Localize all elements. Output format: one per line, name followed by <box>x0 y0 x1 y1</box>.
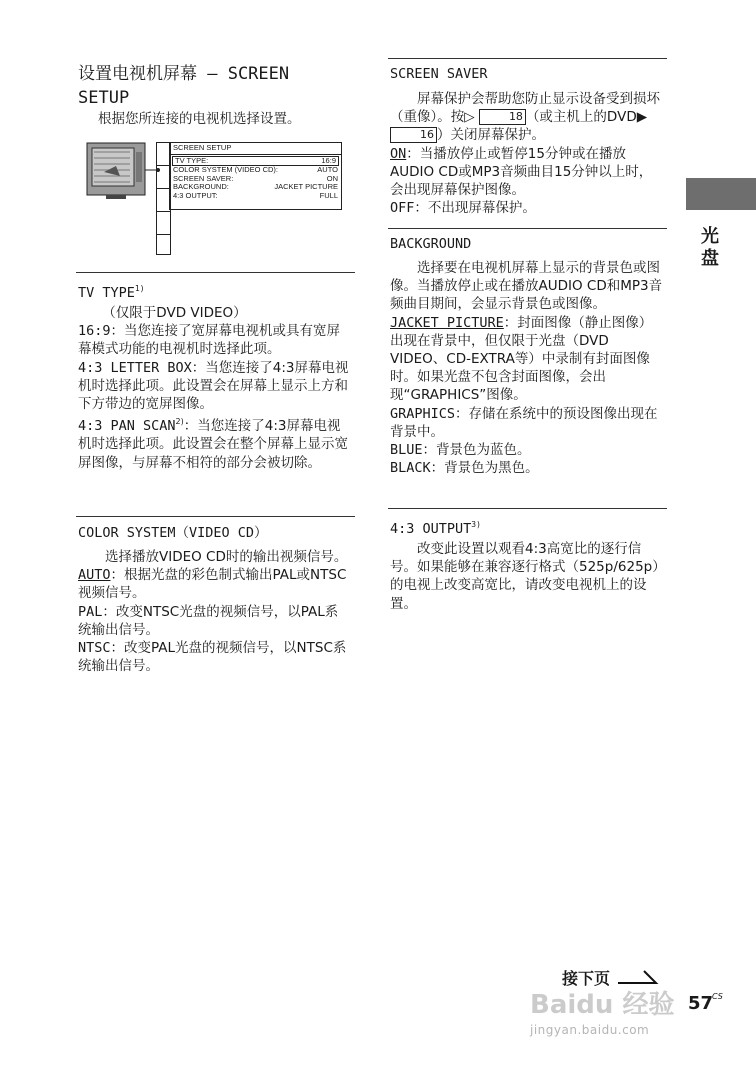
side-tab-label: 光盘 <box>701 226 719 269</box>
menu-row-label: BACKGROUND: <box>173 182 229 192</box>
page-number: 57 <box>688 993 714 1014</box>
remote-key-badge: 18 <box>479 109 526 125</box>
section-divider <box>76 272 355 273</box>
play-pause-icon: ▶ <box>636 109 648 126</box>
watermark-url: jingyan.baidu.com <box>530 1023 650 1037</box>
background-heading: BACKGROUND <box>390 236 472 252</box>
screen-saver-heading: SCREEN SAVER <box>390 66 488 82</box>
section-divider <box>76 516 355 517</box>
menu-row-value: ON <box>326 173 338 183</box>
footnote-marker: 1) <box>134 284 145 293</box>
section-divider <box>388 508 667 509</box>
option-item: ON：当播放停止或暂停15分钟或在播放AUDIO CD或MP3音频曲目15分钟以上时，会出现屏幕保护图像。 <box>390 145 653 199</box>
option-item: PAL：改变NTSC光盘的视频信号，以PAL系统输出信号。 <box>78 603 339 638</box>
play-arrow-outline-icon: ▷ <box>464 109 475 126</box>
menu-row-label: TV TYPE: <box>175 155 209 165</box>
menu-row-value: FULL <box>319 190 338 200</box>
tv-illustration-icon <box>86 142 146 200</box>
section-description: 选择播放VIDEO CD时的输出视频信号。 <box>105 549 348 565</box>
option-item: 4:3 LETTER BOX：当您连接了4:3屏幕电视机时选择此项。此设置会在屏幕上显示上方和下方带边的宽屏图像。 <box>78 359 349 413</box>
option-item: 4:3 PAN SCAN$^{2)}$：当您连接了4:3屏幕电视机时选择此项。此设置会在整个屏幕上显示宽屏图像，与屏幕不相符的部分会被切除。 <box>78 417 348 471</box>
section-divider <box>388 228 667 229</box>
page-title-line1: 设置电视机屏幕 — SCREEN <box>78 64 290 84</box>
option-item: OFF：不出现屏幕保护。 <box>390 200 536 217</box>
unit-key-badge: 16 <box>390 127 437 143</box>
section-description: 改变此设置以观看4:3高宽比的逐行信号。如果能够在兼容逐行格式（525p/625p）的电视上改变高宽比，请改变电视机上的设置。 <box>390 541 659 612</box>
section-description: 选择要在电视机屏幕上显示的背景色或图像。当播放停止或在播放AUDIO CD和MP3音频曲目期间，会显示背景色或图像。 <box>390 260 663 313</box>
option-item: GRAPHICS：存储在系统中的预设图像出现在背景中。 <box>390 405 658 440</box>
option-item: BLUE：背景色为蓝色。 <box>390 442 531 459</box>
intro-text: 根据您所连接的电视机选择设置。 <box>98 111 301 127</box>
menu-panel <box>169 142 342 210</box>
side-tab-marker <box>686 178 756 210</box>
section-divider <box>388 58 667 59</box>
continued-next-page: 接下页 <box>562 966 662 989</box>
menu-row-label: SCREEN SAVER: <box>173 173 234 183</box>
option-item: NTSC：改变PAL光盘的视频信号，以NTSC系统输出信号。 <box>78 640 347 675</box>
tv-type-scope: （仅限于DVD VIDEO） <box>102 305 247 321</box>
option-item: AUTO：根据光盘的彩色制式输出PAL或NTSC视频信号。 <box>78 567 347 602</box>
page-title-line2: SETUP <box>78 88 130 108</box>
option-item: JACKET PICTURE：封面图像（静止图像）出现在背景中，但仅限于光盘（DVD VIDEO、CD-EXTRA等）中录制有封面图像时。如果光盘不包含封面图像，会出现“GRAPHICS”图像。 <box>390 314 653 404</box>
menu-row-value: JACKET PICTURE <box>274 182 338 192</box>
screen-setup-menu <box>156 142 343 254</box>
option-item: BLACK：背景色为黑色。 <box>390 460 539 477</box>
page-title <box>78 62 358 110</box>
option-item: 16:9：当您连接了宽屏幕电视机或具有宽屏幕模式功能的电视机时选择此项。 <box>78 323 341 358</box>
menu-title: SCREEN SETUP <box>170 143 341 155</box>
background-body <box>390 259 664 477</box>
footnote-marker: 3) <box>471 520 481 529</box>
tv-type-body <box>78 304 350 472</box>
color-system-heading: COLOR SYSTEM（VIDEO CD） <box>78 525 268 541</box>
menu-row-label: COLOR SYSTEM (VIDEO CD): <box>173 165 279 175</box>
screen-saver-body <box>390 90 664 217</box>
output-43-heading: 4:3 OUTPUT$^{3)}$ <box>390 520 481 537</box>
menu-row <box>170 192 341 201</box>
color-system-body <box>78 548 350 675</box>
watermark-logo: Baidu 经验 <box>530 990 675 1020</box>
output-43-body <box>390 540 664 613</box>
section-description: 屏幕保护会帮助您防止显示设备受到损坏（重像）。按▷ 18 （或主机上的DVD▶ 16 ）关闭屏幕保护。 <box>390 91 660 144</box>
menu-row-label: 4:3 OUTPUT: <box>173 190 218 200</box>
menu-row-value: 16:9 <box>321 155 336 165</box>
footnote-marker: 2) <box>175 417 184 427</box>
tv-type-heading: TV TYPE$^{1)}$ <box>78 284 145 301</box>
page-language-suffix: CS <box>712 992 723 1001</box>
menu-row-value: AUTO <box>317 165 338 175</box>
baidu-watermark <box>530 984 674 1037</box>
